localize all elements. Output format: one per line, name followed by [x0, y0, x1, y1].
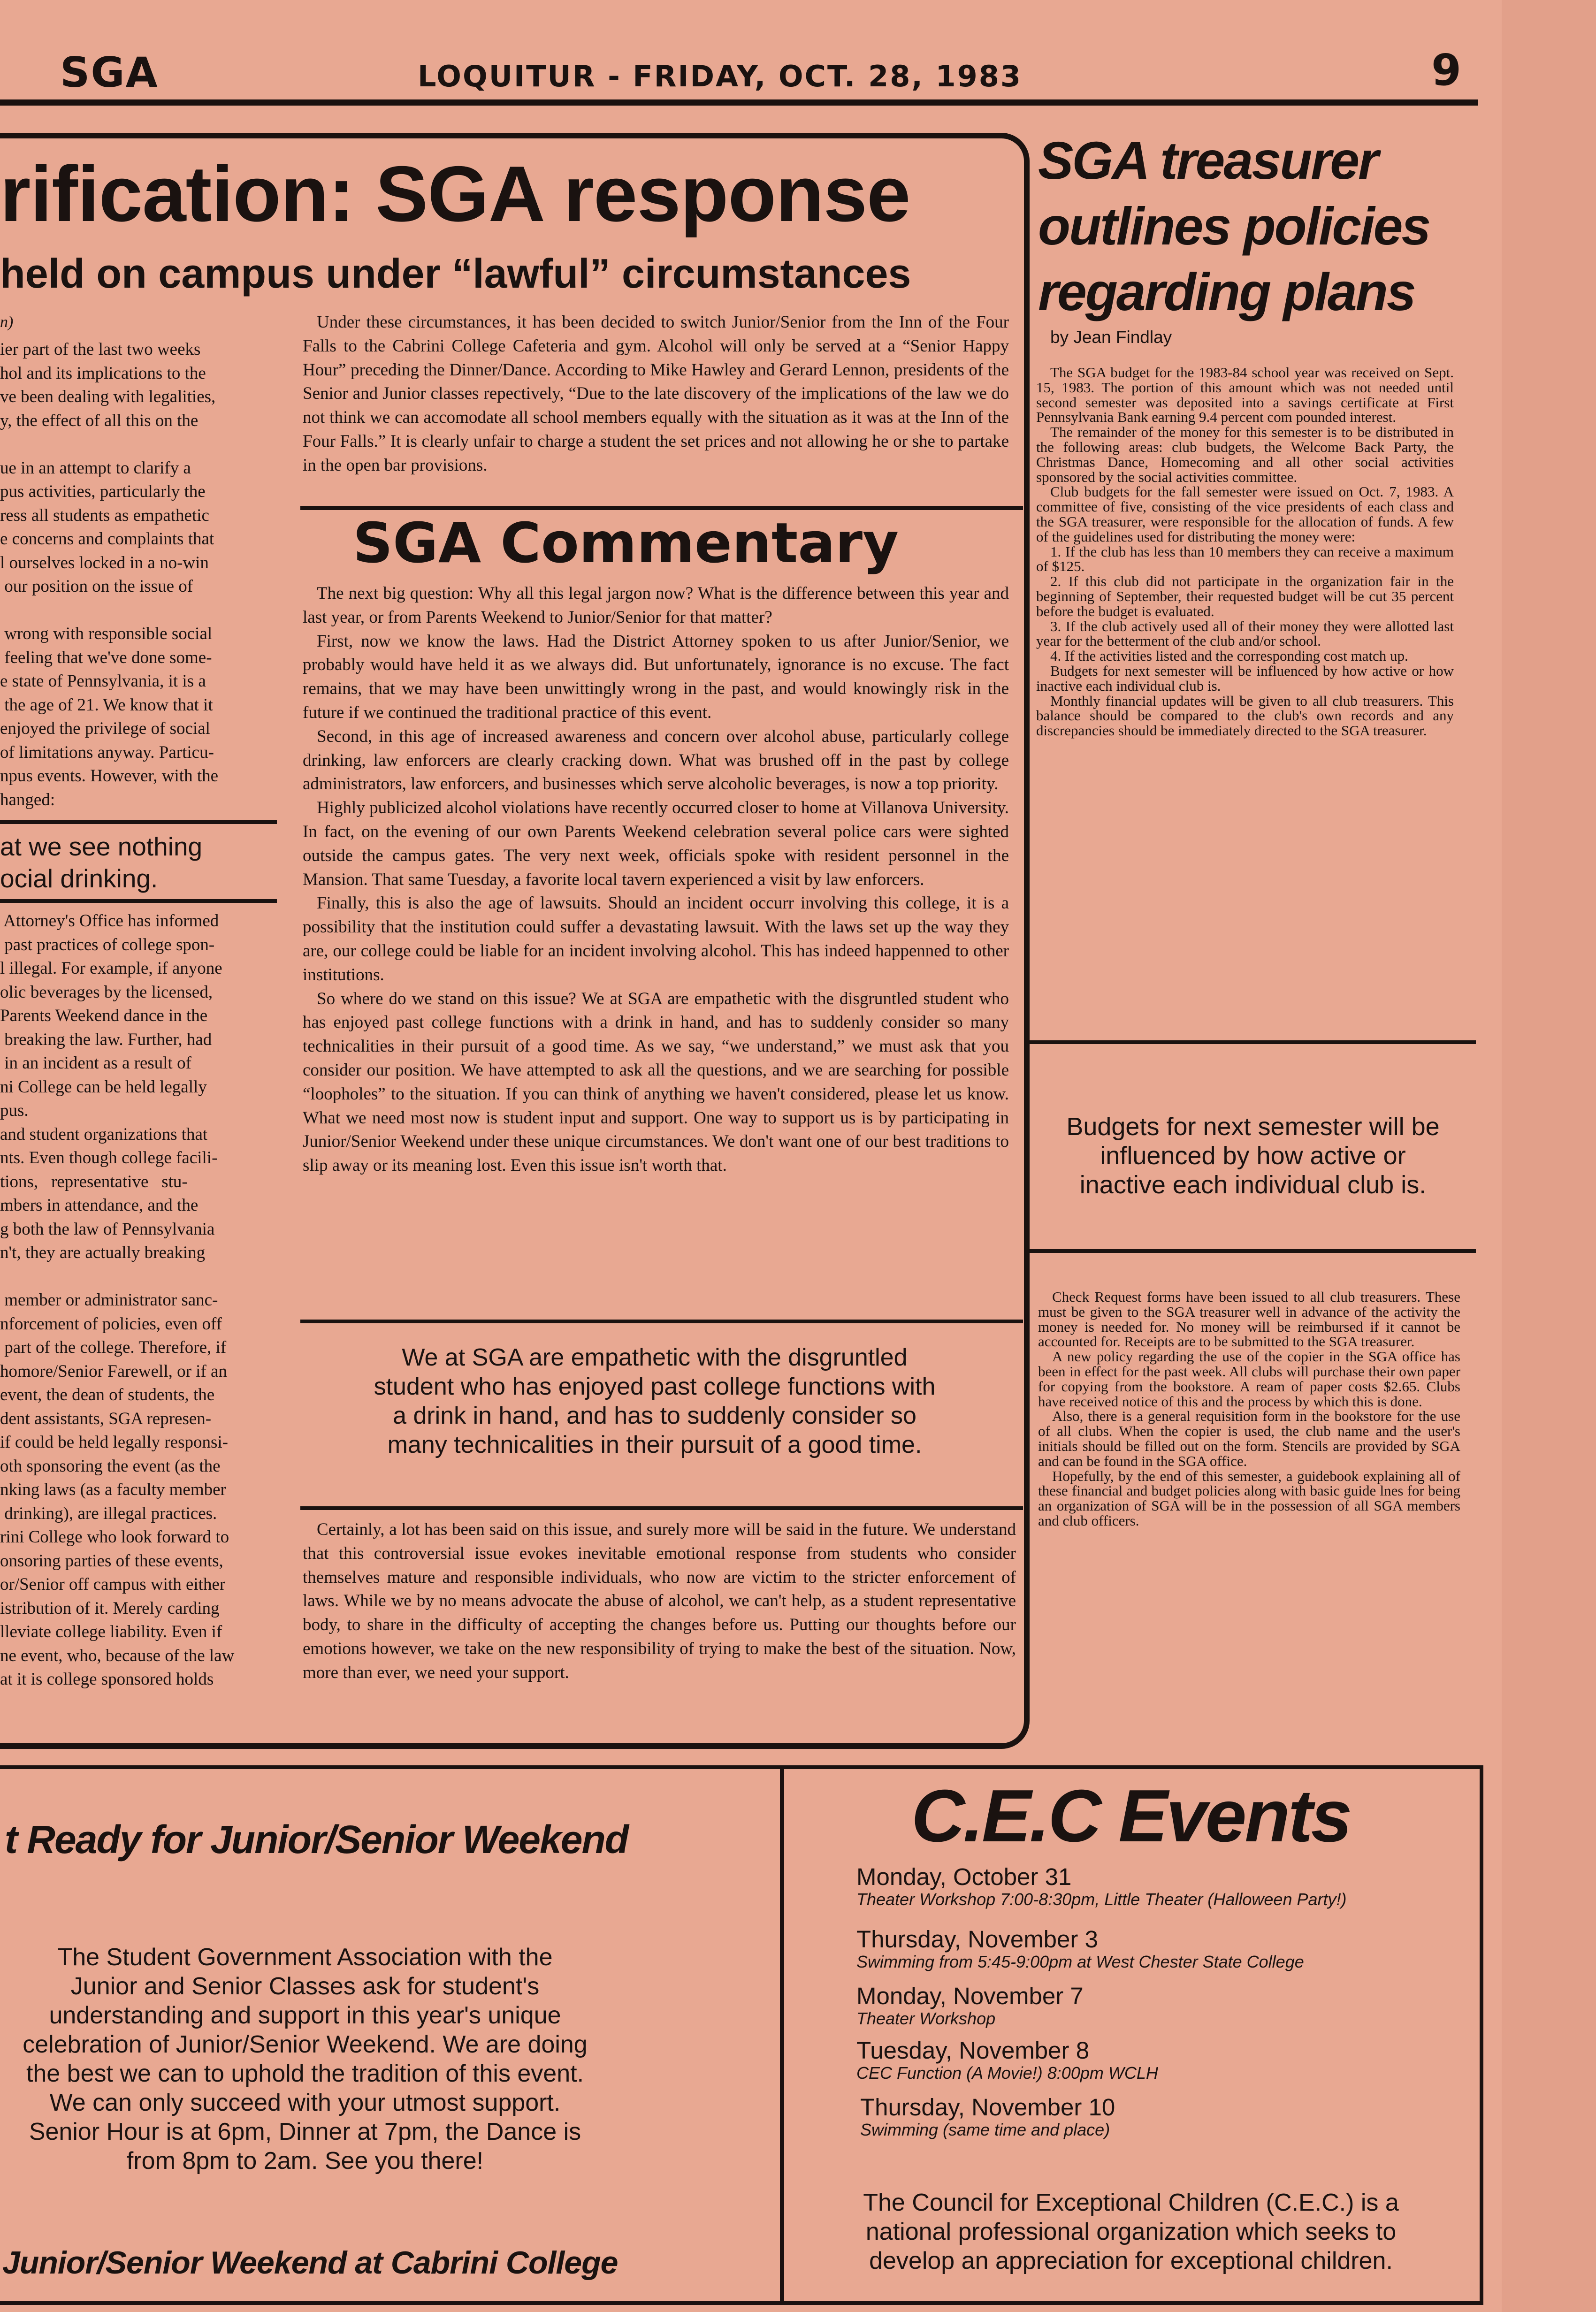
treasurer-pull-rule-bottom: [1028, 1249, 1476, 1253]
commentary-title: SGA Commentary: [353, 511, 899, 575]
treasurer-paragraph: A new policy regarding the use of the copier in the SGA office has been in effect for the past week. All clubs will purchase their own paper for copying from the bookstore. A ream of paper costs $2.65. Clubs have received notice of this and the process by which this is done.: [1038, 1348, 1460, 1410]
junior-senior-ad-title: t Ready for Junior/Senior Weekend: [5, 1817, 628, 1862]
left-fragment-2-wrap: [0, 909, 277, 1717]
cec-event-detail: Swimming (same time and place): [860, 2120, 1110, 2139]
cec-event-detail: CEC Function (A Movie!) 8:00pm WCLH: [856, 2063, 1158, 2083]
left-pull-rule-top: [0, 820, 277, 824]
commentary-paragraph: The next big question: Why all this legal jargon now? What is the difference between this year and last year, or from Parents Weekend to Junior/Senior for that matter?: [303, 584, 1009, 627]
cec-footer-line: national professional organization which seeks to: [865, 2218, 1397, 2245]
treasurer-body-2: [1038, 1290, 1460, 1528]
commentary-paragraph: Second, in this age of increased awareness and concern over alcohol abuse, particularly college drinking, law enforcers are clearly cracking down. What was brushed off in the past by college administrators, law enforcers, and businesses which serve alcoholic beverages, is now a top priority.: [303, 726, 1009, 794]
cec-event: [860, 2094, 1115, 2139]
byline-fragment: n): [0, 313, 14, 331]
ad-line: from 8pm to 2am. See you there!: [126, 2147, 484, 2175]
treasurer-pull-rule-top: [1028, 1040, 1476, 1044]
cec-event-date: Thursday, November 10: [860, 2094, 1115, 2121]
cec-event: [856, 1864, 1346, 1909]
commentary-closing: [303, 1518, 1016, 1685]
treasurer-paragraph: Also, there is a general requisition form in the bookstore for the use of all clubs. When the copier is used, the club name and the user's initials should be filled out on the form. Stencils are provided by SGA and can be found in the SGA office.: [1038, 1408, 1460, 1469]
ad-line: The Student Government Association with the: [57, 1944, 553, 1971]
treasurer-paragraph: Check Request forms have been issued to all club treasurers. These must be given to the SGA treasurer well in advance of the activity the money is needed for. No money will be reimbursed if it cannot be accounted for. Receipts are to be submitted to the SGA treasurer.: [1038, 1289, 1460, 1350]
ad-line: celebration of Junior/Senior Weekend. We are doing: [23, 2031, 588, 2058]
treasurer-paragraph: The SGA budget for the 1983-84 school year was received on Sept. 15, 1983. The portion of this amount which was not needed until second semester was deposited into a savings certificate at First Pennsylvania Bank earning 9.4 percent com pounded interest.: [1036, 364, 1454, 426]
treasurer-body: [1036, 365, 1454, 738]
pull-quote-rule-top: [300, 1320, 1023, 1323]
ad-line: understanding and support in this year's unique: [49, 2002, 561, 2029]
commentary-paragraph: Finally, this is also the age of lawsuits. Should an incident occurr involving this college, it is a possibility that the institution could suffer a devastating lawsuit. With the laws set up the way they are, our college could be liable for an incident involving alcohol. This has indeed happenned to other institutions.: [303, 893, 1009, 984]
cec-footer-line: develop an appreciation for exceptional children.: [869, 2247, 1393, 2274]
cec-footer: [798, 2188, 1464, 2275]
pull-quote-rule-bottom: [300, 1506, 1023, 1510]
junior-senior-ad-footer: Junior/Senior Weekend at Cabrini College: [2, 2245, 618, 2281]
cec-event-date: Monday, October 31: [856, 1863, 1072, 1890]
cec-event-detail: Swimming from 5:45-9:00pm at West Chester State College: [856, 1952, 1304, 1971]
treasurer-paragraph: 1. If the club has less than 10 members they can receive a maximum of $125.: [1036, 543, 1454, 575]
treasurer-pull-quote: Budgets for next semester will be influenced by how active or inactive each individual club is.: [1066, 1113, 1440, 1199]
treasurer-paragraph: Budgets for next semester will be influenced by how active or how inactive each individual club is.: [1036, 662, 1454, 694]
left-pull-rule-bottom: [0, 899, 277, 903]
treasurer-paragraph: The remainder of the money for this semester is to be distributed in the following areas: club budgets, the Welcome Back Party, the Christmas Dance, Homecoming and all other social activities sponsored by the social activities committee.: [1036, 424, 1454, 485]
ad-line: We can only succeed with your utmost support.: [49, 2089, 561, 2116]
main-subhead: held on campus under “lawful” circumstances: [0, 250, 911, 297]
ad-line: the best we can to uphold the tradition of this event.: [26, 2060, 584, 2087]
commentary-pull-quote: We at SGA are empathetic with the disgruntled student who has enjoyed past college functions with a drink in hand, and has to suddenly consider so many technicalities in their pursuit of a good time.: [374, 1344, 936, 1458]
cec-event-date: Tuesday, November 8: [856, 2037, 1090, 2064]
treasurer-paragraph: Club budgets for the fall semester were issued on Oct. 7, 1983. A committee of five, consisting of the vice presidents of each class and the SGA treasurer, were responsible for the allocation of funds. A few of the guidelines used for distributing the money were:: [1036, 483, 1454, 545]
junior-senior-ad-text: [0, 1943, 774, 2175]
left-pull-quote: at we see nothing ocial drinking.: [0, 832, 203, 893]
main-headline: rification: SGA response: [0, 150, 910, 238]
treasurer-paragraph: Hopefully, by the end of this semester, a guidebook explaining all of these financial and budget policies along with basic guide lnes for being an organization of SGA will be in the possession of all SGA members and club officers.: [1038, 1467, 1460, 1529]
page-number: 9: [1431, 45, 1462, 95]
ad-line: Senior Hour is at 6pm, Dinner at 7pm, the Dance is: [29, 2118, 581, 2145]
cec-events-title: C.E.C Events: [911, 1775, 1351, 1857]
left-fragment-2: Attorney's Office has informed past practices of college spon- l illegal. For example, if anyone olic beverages by the licensed, Parents Weekend dance in the breaking the law. Further, had in an incident as a result of ni College can be held legally pus. and student organizations that nts. Even though college facili- tions, representative stu- mbers in attendance, and the g both the law of Pennsylvania n't, they are actually breaking member or administrator sanc- nforcement of policies, even off part of the college. Therefore, if homore/Senior Farewell, or if an event, the dean of students, the dent assistants, SGA represen- if could be held legally responsi- oth sponsoring the event (as the nking laws (as a faculty member drinking), are illegal practices. rini College who look forward to onsoring parties of these events, or/Senior off campus with either istribution of it. Merely carding lleviate college liability. Even if ne event, who, because of the law at it is college sponsored holds: [0, 911, 235, 1689]
commentary-paragraph: So where do we stand on this issue? We at SGA are empathetic with the disgruntled student who has enjoyed past college functions with a drink in hand, and has to suddenly consider so many technicalities in their pursuit of a good time. As we say, “we understand,” we must ask that you consider our position. We have attempted to ask all the questions, and we are searching for possible “loopholes” to the situation. If you can think of anything we haven't considered, please let us know. What we need most now is student input and support. One way to support us is by participating in Junior/Senior Weekend under these unique circumstances. We don't want one of our best traditions to slip away or its meaning lost. Even this issue isn't worth that.: [303, 989, 1009, 1175]
treasurer-paragraph: 3. If the club actively used all of their money they were allotted last year for the betterment of the club and/or school.: [1036, 618, 1454, 649]
cec-event: [856, 2037, 1158, 2083]
cec-event: [856, 1983, 1084, 2028]
left-fragment-1: ier part of the last two weeks hol and its implications to the ve been dealing with legalities, y, the effect of all this on the ue in an attempt to clarify a pus activities, particularly the ress all students as empathetic e concerns and complaints that l ourselves locked in a no-win our position on the issue of wrong with responsible social feeling that we've done some- e state of Pennsylvania, it is a the age of 21. We know that it enjoyed the privilege of social of limitations anyway. Particu- npus events. However, with the hanged:: [0, 340, 219, 809]
left-fragment-1-wrap: [0, 338, 277, 812]
treasurer-headline: SGA treasurer outlines policies regarding plans: [1038, 131, 1430, 321]
cec-footer-line: The Council for Exceptional Children (C.E.C.) is a: [863, 2189, 1399, 2216]
treasurer-paragraph: 4. If the activities listed and the corresponding cost match up.: [1050, 648, 1408, 664]
treasurer-paragraph: 2. If this club did not participate in the organization fair in the beginning of September, their requested budget will be cut 35 percent before the budget is evaluated.: [1036, 573, 1454, 619]
top-paragraph: [303, 311, 1009, 478]
commentary-body: [303, 582, 1009, 1178]
cec-event-date: Monday, November 7: [856, 1983, 1084, 2009]
masthead: LOQUITUR - FRIDAY, OCT. 28, 1983: [418, 59, 1023, 93]
top-paragraph-text: Under these circumstances, it has been decided to switch Junior/Senior from the Inn of the Four Falls to the Cabrini College Cafeteria and gym. Alcohol will only be served at a “Senior Happy Hour” preceding the Dinner/Dance. According to Mike Hawley and Gerard Lennon, presidents of the Senior and Junior classes repectively, “Due to the late discovery of the implications of the law we do not think we can accomodate all school members equally with the situation as it was at the Inn of the Four Falls.” It is clearly unfair to charge a student the set prices and not allowing he or she to partake in the open bar provisions.: [303, 313, 1009, 475]
treasurer-byline: by Jean Findlay: [1050, 328, 1172, 347]
cec-event-date: Thursday, November 3: [856, 1926, 1098, 1953]
cec-event-detail: Theater Workshop 7:00-8:30pm, Little Theater (Halloween Party!): [856, 1890, 1347, 1909]
treasurer-paragraph: Monthly financial updates will be given to all club treasurers. This balance should be compared to the club's own records and any discrepancies should be immediately directed to the SGA treasurer.: [1036, 692, 1454, 739]
commentary-paragraph: First, now we know the laws. Had the District Attorney spoken to us after Junior/Senior, we probably would have held it as we always did. But unfortunately, ignorance is no excuse. The fact remains, that we may have been unwittingly wrong in the past, and would knowingly risk in the future if we continued the traditional practice of this event.: [303, 631, 1009, 722]
page-edge: [1502, 0, 1596, 2312]
cec-event-detail: Theater Workshop: [856, 2009, 996, 2028]
ad-line: Junior and Senior Classes ask for student's: [70, 1973, 540, 2000]
commentary-closing-text: Certainly, a lot has been said on this issue, and surely more will be said in the future. We understand that this controversial issue evokes inevitable emotional response from students who consider themselves mature and responsible individuals, who now are victim to the stricter enforcement of laws. While we by no means advocate the abuse of alcohol, we can't help, as a student representative body, to share in the difficulty of accepting the changes before us. Putting our thoughts before our emotions however, we take on the new responsibility of trying to make the best of the situation. Now, more than ever, we need your support.: [303, 1520, 1016, 1682]
masthead-rule: [0, 99, 1478, 106]
cec-event: [856, 1926, 1304, 1971]
section-label: SGA: [60, 48, 159, 97]
commentary-paragraph: Highly publicized alcohol violations have recently occurred closer to home at Villanova University. In fact, on the evening of our own Parents Weekend celebration several police cars were sighted outside the campus gates. The very next week, officials spoke with resident personnel in the Mansion. That same Tuesday, a favorite local tavern experienced a visit by law enforcers.: [303, 798, 1009, 889]
